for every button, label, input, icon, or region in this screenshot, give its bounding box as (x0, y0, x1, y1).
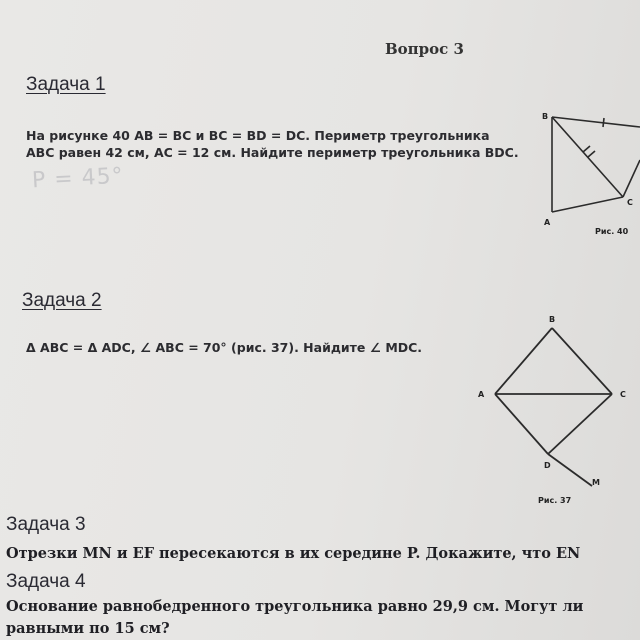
task1-line1: На рисунке 40 AB = BC и BC = BD = DC. Периметр треугольника (26, 128, 490, 143)
fig37-label-c: C (620, 390, 626, 399)
task3-line1: Отрезки MN и EF пересекаются в их середине P. Докажите, что EN (6, 545, 581, 562)
handwritten-answer: P = 45° (31, 163, 125, 194)
figure-37 (470, 310, 640, 510)
task4-line1: Основание равнобедренного треугольника равно 29,9 см. Могут ли (6, 598, 584, 615)
task2-line1: Δ ABC = Δ ADC, ∠ ABC = 70° (рис. 37). Найдите ∠ MDC. (26, 340, 423, 355)
fig37-label-m: M (592, 478, 600, 487)
question-title: Вопрос 3 (385, 40, 464, 58)
fig37-label-a: A (478, 390, 485, 399)
fig37-caption: Рис. 37 (538, 496, 572, 505)
fig40-label-c: C (627, 198, 633, 207)
task4-title: Задача 4 (6, 571, 86, 592)
fig37-label-b: B (549, 315, 556, 324)
figure-40 (530, 105, 640, 240)
task1-line2: ABC равен 42 см, AC = 12 см. Найдите периметр треугольника BDC. (26, 145, 519, 160)
fig40-label-b: B (542, 112, 549, 121)
task4-line2: равными по 15 см? (6, 620, 170, 637)
fig37-label-d: D (544, 461, 551, 470)
task3-title: Задача 3 (6, 514, 86, 535)
fig40-label-a: A (544, 218, 551, 227)
task2-title: Задача 2 (22, 290, 102, 311)
fig40-caption: Рис. 40 (595, 227, 629, 236)
task1-title: Задача 1 (26, 74, 106, 95)
